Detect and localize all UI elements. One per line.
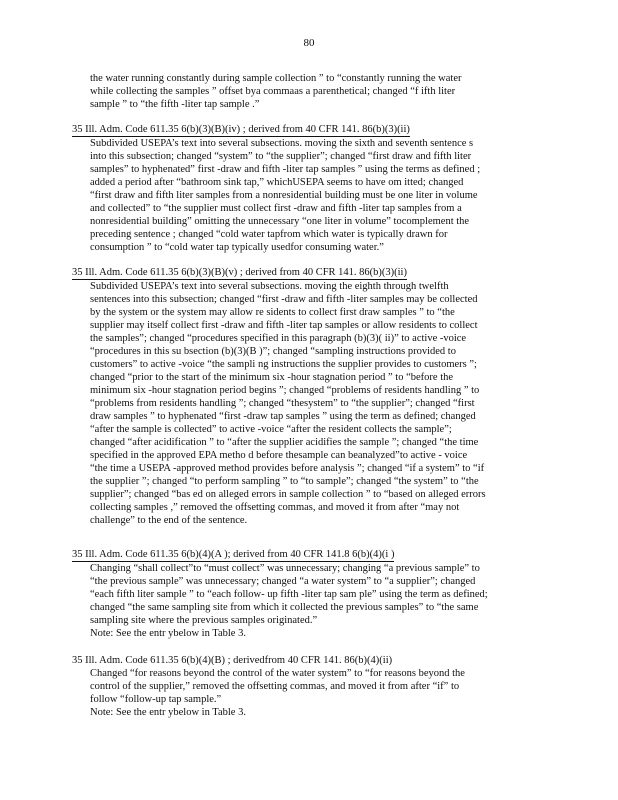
text-line: changed “the same sampling site from which it collected the previous samples” to “the same	[90, 602, 479, 613]
entry-body	[90, 137, 544, 254]
text-line: changed “after acidification ” to “after the supplier acidifies the sample ”; changed “the time	[90, 437, 479, 448]
entry-611-356-b4A	[74, 548, 544, 640]
text-line: “the time a USEPA -approved method provides before analysis ”; changed “if a system” to “if	[90, 463, 485, 474]
text-line: minimum six -hour stagnation period begins ”; changed “problems of residents handling ” to	[90, 385, 480, 396]
entry-611-356-b3Bv	[74, 266, 544, 527]
text-line: sampling site where the previous samples originated.”	[90, 615, 318, 626]
text-line: sample ” to “the fifth -liter tap sample .”	[90, 99, 260, 110]
text-line: collecting samples ,” removed the offsetting commas, and moved it from after “may not	[90, 502, 460, 513]
text-line: Changing “shall collect”to “must collect” was unnecessary; changing “a previous sample” to	[90, 563, 480, 574]
entry-611-356-b4B	[74, 654, 544, 719]
text-line: consumption ” to “cold water tap typically usedfor consuming water.”	[90, 242, 384, 253]
text-line: “the previous sample” was unnecessary; changed “a water system” to “a supplier”; changed	[90, 576, 476, 587]
text-line: “problems from residents handling ”; changed “thesystem” to “the supplier”; changed “first	[90, 398, 475, 409]
text-line: “after the sample is collected” to active -voice “after the resident collects the sample”;	[90, 424, 452, 435]
entry-heading: 35 Ill. Adm. Code 611.35 6(b)(4)(B) ; derivedfrom 40 CFR 141. 86(b)(4)(ii)	[72, 655, 393, 666]
entry-body	[90, 667, 544, 719]
text-line: sentences into this subsection; changed “first -draw and fifth -liter samples may be collected	[90, 294, 478, 305]
text-line: draw samples ” to hyphenated “first -draw tap samples ” using the term as defined; changed	[90, 411, 476, 422]
text-line: into this subsection; changed “system” to “the supplier”; changed “first draw and fifth liter	[90, 151, 472, 162]
text-line: while collecting the samples ” offset bya commaas a parenthetical; changed “f ifth liter	[90, 86, 456, 97]
text-line: the supplier ”; changed “to perform sampling ” to “to sample”; changed “the system” to “the	[90, 476, 479, 487]
entry-body	[90, 562, 544, 640]
text-line: challenge” to the end of the sentence.	[90, 515, 248, 526]
text-line: supplier may itself collect first -draw and fifth -liter tap samples or allow residents to collect	[90, 320, 478, 331]
text-line: follow “follow-up tap sample.”	[90, 694, 222, 705]
text-line: and collected” to “the supplier must collect first -draw and fifth -liter tap samples from a	[90, 203, 462, 214]
text-line: Changed “for reasons beyond the control of the water system” to “for reasons beyond the	[90, 668, 465, 679]
entry-611-356-b3Biv	[74, 123, 544, 254]
text-line: specified in the approved EPA metho d before thesample can beanalyzed”to active - voice	[90, 450, 468, 461]
text-line: Subdivided USEPA’s text into several subsections. moving the sixth and seventh sentence s	[90, 138, 474, 149]
text-line: “each fifth liter sample ” to “each follow- up fifth -liter tap sam ple” using the term as defined;	[90, 589, 488, 600]
note-line: Note: See the entr ybelow in Table 3.	[90, 628, 246, 639]
text-line: control of the supplier,” removed the offsetting commas, and moved it from after “if” to	[90, 681, 460, 692]
entry-body	[90, 280, 544, 527]
text-line: preceding sentence ; changed “cold water tapfrom which water is typically drawn for	[90, 229, 448, 240]
text-line: supplier”; changed “bas ed on alleged errors in sample collection ” to “based on alleged errors	[90, 489, 486, 500]
intro-text	[90, 72, 544, 111]
text-line: “procedures in this su bsection (b)(3)(B )”; changed “sampling instructions provided to	[90, 346, 456, 357]
text-line: added a period after “bathroom sink tap,” whichUSEPA seems to have om itted; changed	[90, 177, 464, 188]
text-line: nonresidential building” omitting the unnecessary “one liter in volume” tocomplement the	[90, 216, 470, 227]
text-line: “first draw and fifth liter samples from a nonresidential building must be one liter in volume	[90, 190, 478, 201]
text-line: Subdivided USEPA’s text into several subsections. moving the eighth through twelfth	[90, 281, 449, 292]
page-number: 80	[303, 37, 315, 49]
text-line: samples” to hyphenated” first -draw and fifth -liter tap samples ” using the terms as defined ;	[90, 164, 481, 175]
text-line: changed “prior to the start of the minimum six -hour stagnation period ” to “before the	[90, 372, 454, 383]
text-line: the samples”; changed “procedures specified in this paragraph (b)(3)( ii)” to active -voice	[90, 333, 467, 344]
text-line: by the system or the system may allow re sidents to collect first draw samples ” to “the	[90, 307, 455, 318]
text-line: customers” to active -voice “the sampli ng instructions the supplier provides to customers ”;	[90, 359, 477, 370]
entry-heading: 35 Ill. Adm. Code 611.35 6(b)(3)(B)(iv) ; derived from 40 CFR 141. 86(b)(3)(ii)	[72, 124, 410, 135]
entry-heading: 35 Ill. Adm. Code 611.35 6(b)(4)(A ); derived from 40 CFR 141.8 6(b)(4)(i )	[72, 549, 395, 560]
intro-continuation	[74, 72, 544, 111]
note-line: Note: See the entr ybelow in Table 3.	[90, 707, 246, 718]
entry-heading: 35 Ill. Adm. Code 611.35 6(b)(3)(B)(v) ; derived from 40 CFR 141. 86(b)(3)(ii)	[72, 267, 407, 278]
text-line: the water running constantly during sample collection ” to “constantly running the water	[90, 73, 462, 84]
